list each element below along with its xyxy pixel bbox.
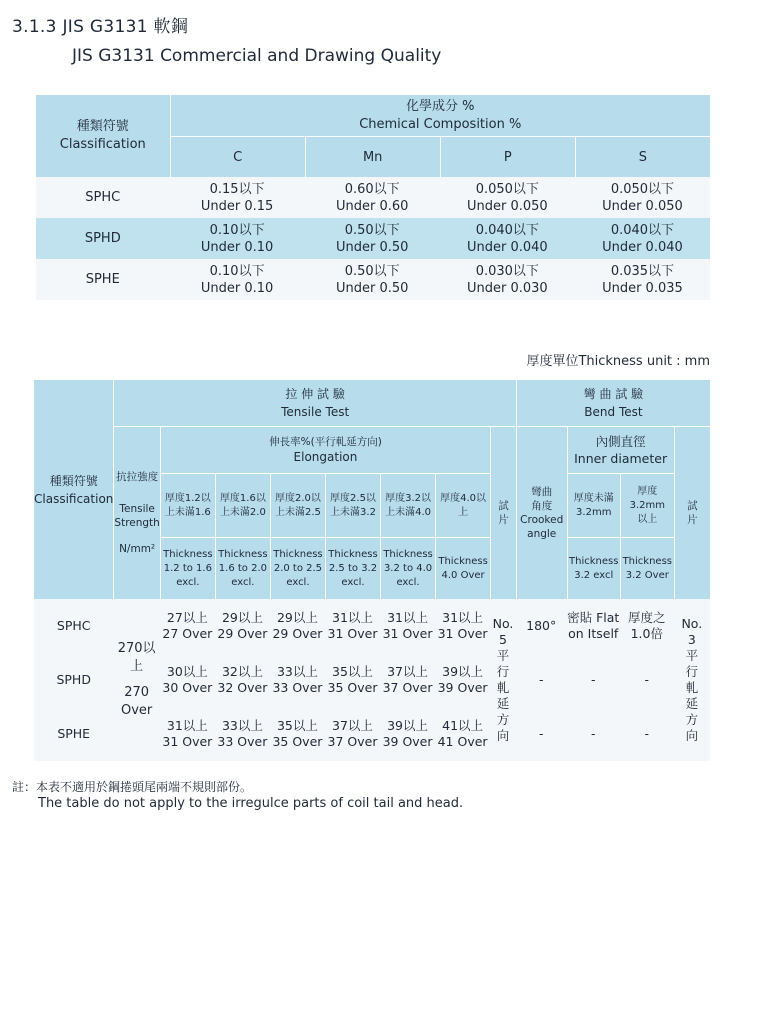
elong-zh: 30以上 [166, 664, 208, 679]
grade-cell: SPHD [36, 218, 170, 259]
value-zh: 0.030以下 [475, 263, 539, 279]
classification-en: Classification [34, 491, 114, 506]
elongation-zh: 伸長率%(平行軋延方向) [269, 435, 382, 448]
classification-en: Classification [59, 137, 146, 152]
value-en: Under 0.50 [335, 239, 409, 255]
inner-diameter-header [567, 426, 674, 473]
thickness-col-en: Thickness 1.2 to 1.6 excl. [160, 537, 215, 599]
value-en: Under 0.030 [466, 280, 548, 296]
tensile-en: Tensile Test [281, 405, 350, 419]
grade-cell: SPHE [34, 707, 113, 761]
elong-cell [215, 599, 270, 653]
value-cell [575, 177, 710, 218]
table-row [34, 599, 710, 653]
specimen2-header: 試片 [674, 426, 710, 599]
elong-en: 35 Over [327, 680, 378, 695]
value-zh: 0.50以下 [344, 263, 400, 279]
value-en: Under 0.60 [335, 198, 409, 214]
value-en: Under 0.10 [200, 280, 274, 296]
value-cell [170, 177, 305, 218]
elong-zh: 37以上 [387, 664, 428, 679]
elong-cell [435, 599, 490, 653]
elong-cell [380, 653, 435, 707]
tensile-strength-header [113, 426, 159, 599]
thickness-col-en: Thickness 3.2 to 4.0 excl. [380, 537, 435, 599]
inner-cell: - [620, 653, 674, 707]
angle-en: Crooked angle [520, 514, 564, 540]
classification-header [36, 95, 170, 177]
value-en: Under 0.035 [602, 280, 683, 296]
elong-en: 32 Over [217, 680, 268, 695]
elong-zh: 31以上 [332, 610, 373, 625]
elong-cell [435, 653, 490, 707]
elong-cell [325, 599, 380, 653]
elong-zh: 35以上 [332, 664, 373, 679]
thickness-col-zh: 厚度4.0以上 [435, 473, 490, 537]
angle-cell: - [516, 707, 567, 761]
thickness-col-en: Thickness 2.5 to 3.2 excl. [325, 537, 380, 599]
angle-cell: 180° [516, 599, 567, 653]
value-cell [305, 177, 440, 218]
specimen2-value-cell: No. 3 平行軋延方向 [674, 599, 710, 761]
elong-cell [435, 707, 490, 761]
value-zh: 0.10以下 [209, 222, 265, 238]
elong-en: 31 Over [327, 626, 378, 641]
elong-en: 31 Over [162, 734, 213, 749]
elong-zh: 35以上 [276, 718, 318, 733]
elong-zh: 29以上 [276, 610, 318, 625]
elongation-en: Elongation [293, 449, 358, 464]
elong-en: 37 Over [382, 680, 433, 695]
value-zh: 0.040以下 [610, 222, 675, 238]
value-zh: 0.10以下 [209, 263, 265, 279]
section-heading: 3.1.3 JIS G3131 軟鋼 [12, 17, 189, 37]
mechanical-properties-table [34, 380, 710, 761]
col-header-mn: Mn [305, 136, 440, 177]
grade-cell: SPHC [34, 599, 113, 653]
thickness-col-en: Thickness 1.6 to 2.0 excl. [215, 537, 270, 599]
elong-en: 37 Over [327, 734, 378, 749]
value-en: Under 0.50 [335, 280, 409, 296]
composition-zh: 化學成分 % [406, 98, 475, 114]
tensile-test-header [113, 380, 515, 426]
elong-cell [160, 707, 215, 761]
section-subheading: JIS G3131 Commercial and Drawing Quality [72, 46, 442, 66]
grade-cell: SPHE [36, 259, 170, 300]
value-zh: 0.60以下 [344, 181, 400, 197]
elong-en: 31 Over [437, 626, 488, 641]
elong-en: 33 Over [217, 734, 268, 749]
inner-en: Inner diameter [574, 451, 668, 466]
inner-cell: 厚度之1.0倍 [620, 599, 674, 653]
thickness-col-en: Thickness 2.0 to 2.5 excl. [270, 537, 325, 599]
elong-cell [380, 599, 435, 653]
specimen-header: 試片 [490, 426, 516, 599]
inner-col-en: Thickness 3.2 excl [567, 537, 620, 599]
table-row [36, 177, 710, 218]
col-header-c: C [170, 136, 305, 177]
composition-header [170, 95, 710, 136]
value-cell [170, 218, 305, 259]
thickness-col-zh: 厚度1.6以上未滿2.0 [215, 473, 270, 537]
chemical-composition-table [36, 95, 710, 300]
elong-en: 29 Over [217, 626, 268, 641]
inner-cell: - [620, 707, 674, 761]
value-en: Under 0.040 [466, 239, 548, 255]
angle-cell: - [516, 653, 567, 707]
col-header-p: P [440, 136, 575, 177]
elong-zh: 37以上 [332, 718, 373, 733]
table-row [36, 218, 710, 259]
elong-zh: 31以上 [166, 718, 208, 733]
elong-cell [325, 653, 380, 707]
elong-cell [325, 707, 380, 761]
value-cell [170, 259, 305, 300]
bend-test-header [516, 380, 710, 426]
elong-cell [270, 653, 325, 707]
value-en: Under 0.040 [602, 239, 683, 255]
classification-header [34, 380, 113, 599]
strength-zh: 抗拉強度 [116, 471, 159, 483]
elong-zh: 33以上 [276, 664, 318, 679]
value-zh: 0.50以下 [344, 222, 400, 238]
elong-zh: 27以上 [166, 610, 208, 625]
inner-col-en: Thickness 3.2 Over [620, 537, 674, 599]
elong-en: 31 Over [382, 626, 433, 641]
value-zh: 0.050以下 [475, 181, 539, 197]
thickness-col-zh: 厚度2.0以上未滿2.5 [270, 473, 325, 537]
inner-col-zh: 厚度3.2mm以上 [620, 473, 674, 537]
elong-cell [270, 599, 325, 653]
col-header-s: S [575, 136, 710, 177]
thickness-col-zh: 厚度3.2以上未滿4.0 [380, 473, 435, 537]
elong-en: 35 Over [272, 734, 323, 749]
note-en: The table do not apply to the irregulce parts of coil tail and head. [38, 796, 464, 811]
elong-en: 30 Over [162, 680, 213, 695]
elong-cell [215, 653, 270, 707]
inner-cell: 密貼 Flat on Itself [567, 599, 620, 653]
value-cell [575, 218, 710, 259]
bend-zh: 彎 曲 試 驗 [583, 387, 644, 401]
value-cell [305, 259, 440, 300]
elong-cell [270, 707, 325, 761]
thickness-unit-note: 厚度單位Thickness unit : mm [526, 354, 710, 369]
elong-cell [215, 707, 270, 761]
bend-en: Bend Test [584, 405, 643, 419]
thickness-col-zh: 厚度1.2以上未滿1.6 [160, 473, 215, 537]
value-cell [575, 259, 710, 300]
elong-zh: 39以上 [387, 718, 428, 733]
strength-unit: N/mm² [119, 543, 156, 555]
inner-zh: 內側直徑 [595, 434, 646, 449]
value-en: Under 0.10 [200, 239, 274, 255]
thickness-col-en: Thickness 4.0 Over [435, 537, 490, 599]
strength-value-cell [113, 599, 159, 761]
composition-en: Chemical Composition % [359, 116, 522, 132]
value-zh: 0.040以下 [475, 222, 539, 238]
table-row [36, 259, 710, 300]
elong-zh: 31以上 [387, 610, 428, 625]
inner-cell: - [567, 707, 620, 761]
angle-zh: 彎曲角度 [531, 486, 553, 512]
elong-cell [380, 707, 435, 761]
inner-cell: - [567, 653, 620, 707]
elong-en: 39 Over [382, 734, 433, 749]
strength-value-zh: 270以上 [117, 641, 156, 674]
elong-en: 33 Over [272, 680, 323, 695]
classification-zh: 種類符號 [49, 473, 98, 488]
specimen-value-cell: No. 5 平行軋延方向 [490, 599, 516, 761]
value-zh: 0.035以下 [610, 263, 675, 279]
elong-zh: 32以上 [221, 664, 263, 679]
grade-cell: SPHD [34, 653, 113, 707]
elong-zh: 31以上 [442, 610, 484, 625]
elong-cell [160, 599, 215, 653]
value-cell [440, 177, 575, 218]
thickness-col-zh: 厚度2.5以上未滿3.2 [325, 473, 380, 537]
value-cell [440, 218, 575, 259]
elong-zh: 41以上 [442, 718, 484, 733]
value-en: Under 0.050 [602, 198, 683, 214]
value-zh: 0.050以下 [610, 181, 675, 197]
strength-value-en: 270 Over [120, 685, 153, 718]
elong-zh: 33以上 [221, 718, 263, 733]
note-zh: 註：本表不適用於鋼捲頭尾兩端不規則部份。 [12, 780, 253, 794]
elong-en: 29 Over [272, 626, 323, 641]
elong-en: 27 Over [162, 626, 213, 641]
value-cell [440, 259, 575, 300]
value-cell [305, 218, 440, 259]
elong-en: 41 Over [437, 734, 488, 749]
elongation-header [160, 426, 490, 473]
elong-zh: 29以上 [221, 610, 263, 625]
value-zh: 0.15以下 [209, 181, 265, 197]
grade-cell: SPHC [36, 177, 170, 218]
value-en: Under 0.050 [466, 198, 548, 214]
strength-en: Tensile Strength [114, 503, 160, 529]
elong-cell [160, 653, 215, 707]
inner-col-zh: 厚度未滿3.2mm [567, 473, 620, 537]
tensile-zh: 拉 伸 試 驗 [285, 387, 345, 401]
elong-zh: 39以上 [442, 664, 484, 679]
elong-en: 39 Over [437, 680, 488, 695]
crooked-angle-header [516, 426, 567, 599]
classification-zh: 種類符號 [76, 119, 129, 134]
value-en: Under 0.15 [200, 198, 274, 214]
